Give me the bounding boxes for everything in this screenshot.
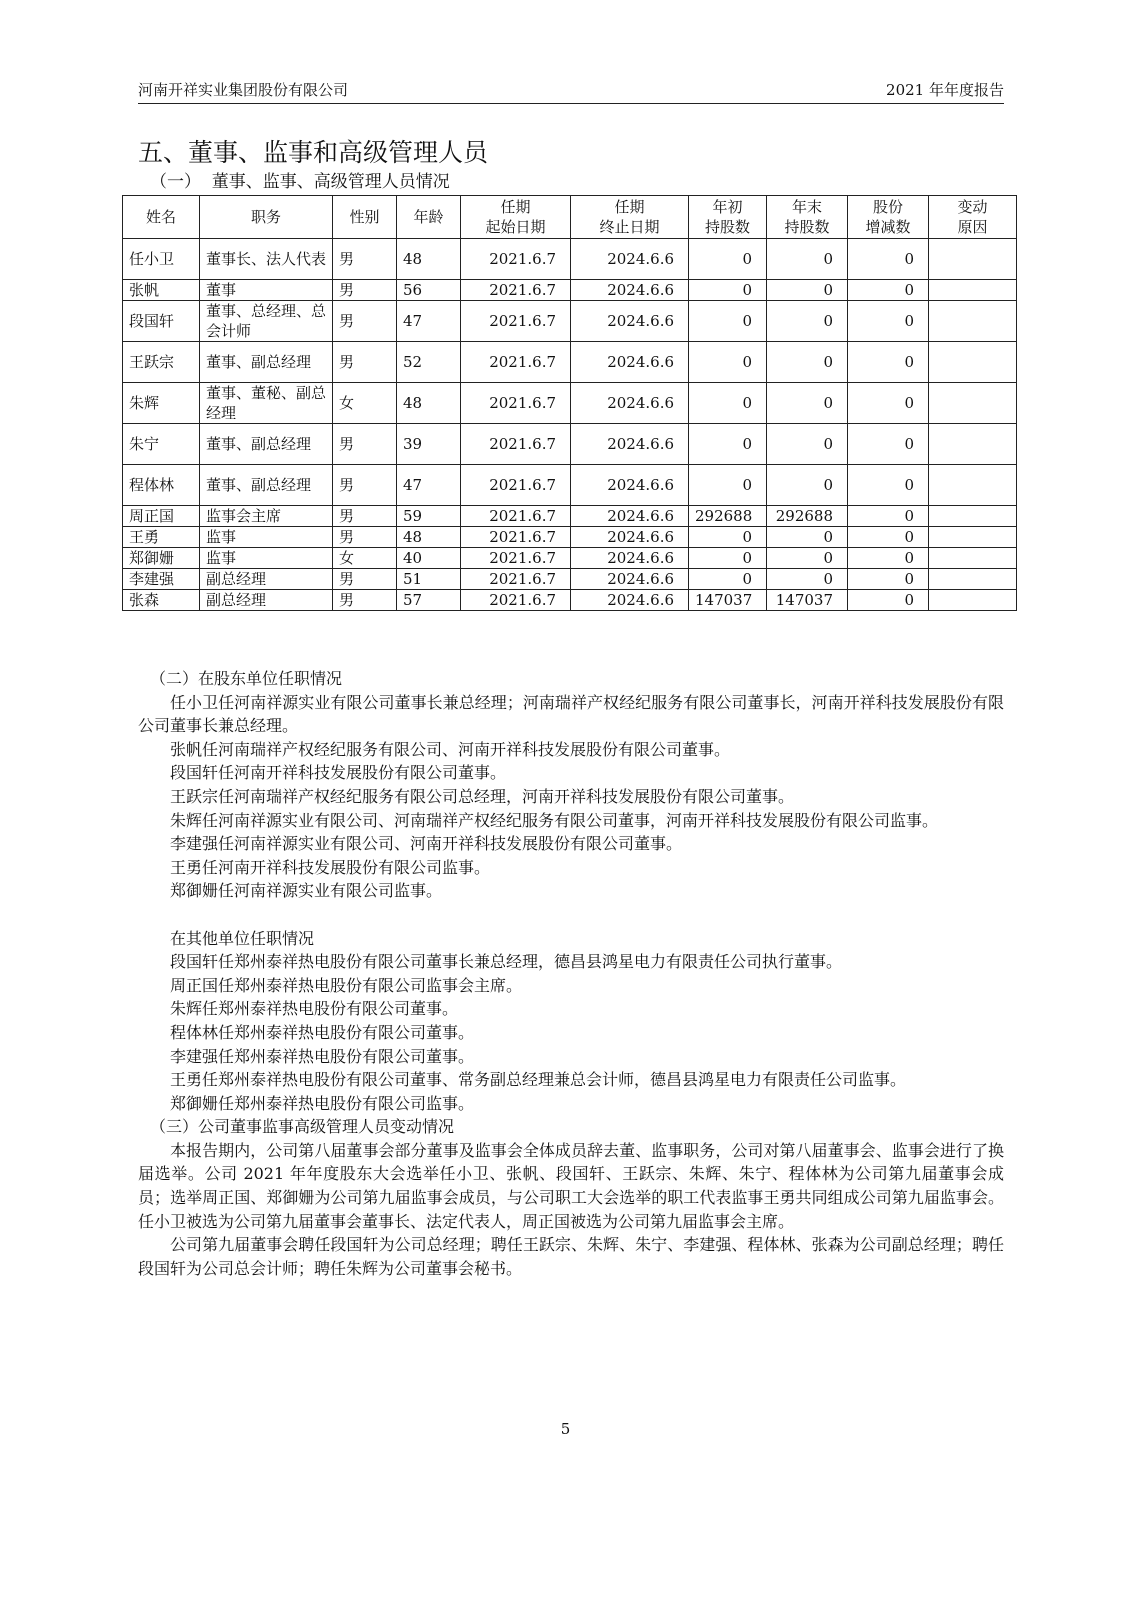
table-header-cell [929,196,1017,239]
cell-begin-shares: 292688 [689,506,767,527]
cell-end: 2024.6.6 [571,527,689,548]
cell-begin-shares: 0 [689,239,767,280]
cell-reason [929,548,1017,569]
table-header-cell [689,196,767,239]
cell-change: 0 [848,383,929,424]
cell-age: 59 [397,506,461,527]
cell-change: 0 [848,239,929,280]
cell-end-shares: 292688 [767,506,848,527]
cell-age: 57 [397,590,461,611]
table-row [123,548,1017,569]
table-row [123,569,1017,590]
cell-title: 董事、副总经理 [200,465,333,506]
paragraph: 朱辉任郑州泰祥热电股份有限公司董事。 [170,999,459,1019]
cell-age: 48 [397,383,461,424]
header-text: 起始日期 [485,218,546,236]
cell-name: 王勇 [123,527,200,548]
cell-name: 李建强 [123,569,200,590]
table-row [123,527,1017,548]
cell-name: 段国轩 [123,301,200,342]
shareholder-units-list [138,691,1004,903]
cell-start: 2021.6.7 [461,465,571,506]
subsection-title-2: （二）在股东单位任职情况 [150,669,343,688]
cell-gender: 男 [333,506,397,527]
cell-start: 2021.6.7 [461,527,571,548]
header-text: 年末 [791,198,822,216]
header-text: 性别 [349,208,380,226]
cell-change: 0 [848,465,929,506]
table-header-cell [397,196,461,239]
cell-gender: 女 [333,548,397,569]
cell-age: 39 [397,424,461,465]
cell-title: 副总经理 [200,569,333,590]
cell-title: 董事、总经理、总会计师 [200,301,333,342]
paragraph: 段国轩任河南开祥科技发展股份有限公司董事。 [170,763,507,783]
cell-age: 48 [397,527,461,548]
cell-age: 56 [397,280,461,301]
paragraph: 郑御姗任河南祥源实业有限公司监事。 [170,881,443,901]
paragraph: 公司第九届董事会聘任段国轩为公司总经理；聘任王跃宗、朱辉、朱宁、李建强、程体林、张森为公司副总经理；聘任段国轩为公司总会计师；聘任朱辉为公司董事会秘书。 [138,1235,1004,1278]
table-header-cell [200,196,333,239]
page-number: 5 [560,1420,571,1438]
cell-gender: 男 [333,280,397,301]
cell-begin-shares: 0 [689,465,767,506]
cell-title: 副总经理 [200,590,333,611]
section-title: 五、董事、监事和高级管理人员 [138,138,489,167]
cell-name: 张帆 [123,280,200,301]
cell-age: 52 [397,342,461,383]
header-text: 持股数 [784,218,830,236]
cell-age: 51 [397,569,461,590]
cell-change: 0 [848,569,929,590]
cell-name: 周正国 [123,506,200,527]
table-row [123,383,1017,424]
cell-start: 2021.6.7 [461,506,571,527]
cell-start: 2021.6.7 [461,569,571,590]
cell-end-shares: 0 [767,301,848,342]
table-body [123,239,1017,611]
cell-end-shares: 0 [767,239,848,280]
cell-reason [929,383,1017,424]
table-row [123,506,1017,527]
cell-end: 2024.6.6 [571,383,689,424]
cell-name: 朱宁 [123,424,200,465]
cell-end-shares: 0 [767,527,848,548]
cell-end: 2024.6.6 [571,548,689,569]
table-row [123,301,1017,342]
header-text: 年初 [712,198,743,216]
table-header-cell [571,196,689,239]
cell-change: 0 [848,342,929,383]
cell-reason [929,506,1017,527]
table-header-cell [461,196,571,239]
header-text: 增减数 [865,218,911,236]
table-header-cell [848,196,929,239]
paragraph: 任小卫任河南祥源实业有限公司董事长兼总经理；河南瑞祥产权经纪服务有限公司董事长，河南开祥科技发展股份有限公司董事长兼总经理。 [138,692,1004,736]
cell-change: 0 [848,506,929,527]
personnel-table [122,195,1017,611]
paragraph: 张帆任河南瑞祥产权经纪服务有限公司、河南开祥科技发展股份有限公司董事。 [170,739,731,759]
header-text: 原因 [957,218,988,236]
cell-begin-shares: 0 [689,280,767,301]
header-text: 股份 [872,198,903,216]
cell-end: 2024.6.6 [571,465,689,506]
cell-end-shares: 0 [767,280,848,301]
cell-name: 王跃宗 [123,342,200,383]
cell-title: 董事 [200,280,333,301]
paragraph: 段国轩任郑州泰祥热电股份有限公司董事长兼总经理，德昌县鸿星电力有限责任公司执行董事。 [170,952,843,972]
cell-end-shares: 0 [767,383,848,424]
header-company: 河南开祥实业集团股份有限公司 [138,81,349,99]
cell-end-shares: 0 [767,424,848,465]
paragraph: 王跃宗任河南瑞祥产权经纪服务有限公司总经理，河南开祥科技发展股份有限公司董事。 [170,786,795,806]
cell-change: 0 [848,527,929,548]
cell-gender: 男 [333,342,397,383]
cell-reason [929,465,1017,506]
cell-name: 任小卫 [123,239,200,280]
page-header [138,79,1004,104]
header-text: 年龄 [413,208,444,226]
cell-end-shares: 0 [767,465,848,506]
cell-start: 2021.6.7 [461,548,571,569]
cell-change: 0 [848,424,929,465]
cell-end: 2024.6.6 [571,506,689,527]
table-row [123,342,1017,383]
cell-end-shares: 0 [767,569,848,590]
cell-title: 董事、副总经理 [200,424,333,465]
table-row [123,280,1017,301]
cell-title: 董事、董秘、副总经理 [200,383,333,424]
cell-start: 2021.6.7 [461,383,571,424]
cell-begin-shares: 0 [689,383,767,424]
cell-age: 47 [397,301,461,342]
cell-start: 2021.6.7 [461,590,571,611]
text-body [138,667,1004,1280]
cell-reason [929,342,1017,383]
table-row [123,239,1017,280]
cell-start: 2021.6.7 [461,342,571,383]
cell-reason [929,280,1017,301]
cell-end: 2024.6.6 [571,239,689,280]
header-text: 职务 [250,208,281,226]
cell-end: 2024.6.6 [571,301,689,342]
cell-start: 2021.6.7 [461,239,571,280]
cell-title: 监事会主席 [200,506,333,527]
cell-reason [929,527,1017,548]
cell-gender: 男 [333,301,397,342]
other-units-list [138,950,1004,1115]
cell-title: 董事长、法人代表 [200,239,333,280]
cell-title: 监事 [200,527,333,548]
table-row [123,424,1017,465]
paragraph: 王勇任河南开祥科技发展股份有限公司监事。 [170,857,491,877]
header-text: 任期 [500,198,531,216]
changes-list [138,1139,1004,1281]
header-report: 2021 年年度报告 [886,81,1004,99]
cell-reason [929,424,1017,465]
cell-title: 监事 [200,548,333,569]
cell-begin-shares: 0 [689,569,767,590]
cell-begin-shares: 0 [689,424,767,465]
cell-end: 2024.6.6 [571,280,689,301]
cell-gender: 女 [333,383,397,424]
cell-reason [929,301,1017,342]
table-row [123,590,1017,611]
cell-end-shares: 147037 [767,590,848,611]
cell-gender: 男 [333,527,397,548]
cell-begin-shares: 0 [689,548,767,569]
cell-change: 0 [848,590,929,611]
cell-reason [929,569,1017,590]
paragraph: 程体林任郑州泰祥热电股份有限公司董事。 [170,1022,475,1042]
cell-begin-shares: 0 [689,527,767,548]
cell-change: 0 [848,280,929,301]
cell-name: 朱辉 [123,383,200,424]
paragraph: 李建强任河南祥源实业有限公司、河南开祥科技发展股份有限公司董事。 [170,834,683,854]
table-row [123,465,1017,506]
cell-name: 张森 [123,590,200,611]
cell-end: 2024.6.6 [571,590,689,611]
cell-title: 董事、副总经理 [200,342,333,383]
paragraph: 朱辉任河南祥源实业有限公司、河南瑞祥产权经纪服务有限公司董事，河南开祥科技发展股份有限公司监事。 [170,810,939,830]
cell-gender: 男 [333,239,397,280]
cell-gender: 男 [333,590,397,611]
table-header-cell [123,196,200,239]
cell-begin-shares: 147037 [689,590,767,611]
header-text: 终止日期 [599,218,660,236]
cell-age: 40 [397,548,461,569]
cell-reason [929,590,1017,611]
paragraph: 李建强任郑州泰祥热电股份有限公司董事。 [170,1046,475,1066]
header-text: 持股数 [704,218,750,236]
cell-reason [929,239,1017,280]
header-text: 任期 [614,198,645,216]
table-header-cell [333,196,397,239]
paragraph: 周正国任郑州泰祥热电股份有限公司监事会主席。 [170,975,523,995]
cell-gender: 男 [333,465,397,506]
table-header-row [123,196,1017,239]
table-header-cell [767,196,848,239]
other-units-heading: 在其他单位任职情况 [170,928,315,948]
cell-start: 2021.6.7 [461,301,571,342]
header-text: 变动 [957,198,988,216]
paragraph: 王勇任郑州泰祥热电股份有限公司董事、常务副总经理兼总会计师，德昌县鸿星电力有限责任公司监事。 [170,1070,907,1090]
subsection-title-3: （三）公司董事监事高级管理人员变动情况 [150,1117,455,1137]
cell-end: 2024.6.6 [571,424,689,465]
cell-age: 48 [397,239,461,280]
cell-name: 程体林 [123,465,200,506]
subsection-title-1: （一） 董事、监事、高级管理人员情况 [150,172,450,192]
cell-start: 2021.6.7 [461,280,571,301]
cell-name: 郑御姗 [123,548,200,569]
paragraph: 郑御姗任郑州泰祥热电股份有限公司监事。 [170,1093,475,1113]
cell-change: 0 [848,301,929,342]
cell-start: 2021.6.7 [461,424,571,465]
cell-end-shares: 0 [767,548,848,569]
header-text: 姓名 [145,208,176,226]
cell-end: 2024.6.6 [571,569,689,590]
cell-end: 2024.6.6 [571,342,689,383]
cell-end-shares: 0 [767,342,848,383]
cell-begin-shares: 0 [689,301,767,342]
cell-gender: 男 [333,569,397,590]
cell-gender: 男 [333,424,397,465]
cell-change: 0 [848,548,929,569]
paragraph: 本报告期内，公司第八届董事会部分董事及监事会全体成员辞去董、监事职务，公司对第八届董事会、监事会进行了换届选举。公司 2021 年年度股东大会选举任小卫、张帆、段国轩、王跃宗、朱辉、朱宁、程体林为公司第九届董事会成员；选举周正国、郑御姗为公司第九届监事会成员，与公司职工大会选举的职工代表监事王勇共同组成公司第九届监事会。任小卫被选为公司第九届董事会董事长、法定代表人，周正国被选为公司第九届监事会主席。 [138,1140,1004,1231]
cell-begin-shares: 0 [689,342,767,383]
cell-age: 47 [397,465,461,506]
